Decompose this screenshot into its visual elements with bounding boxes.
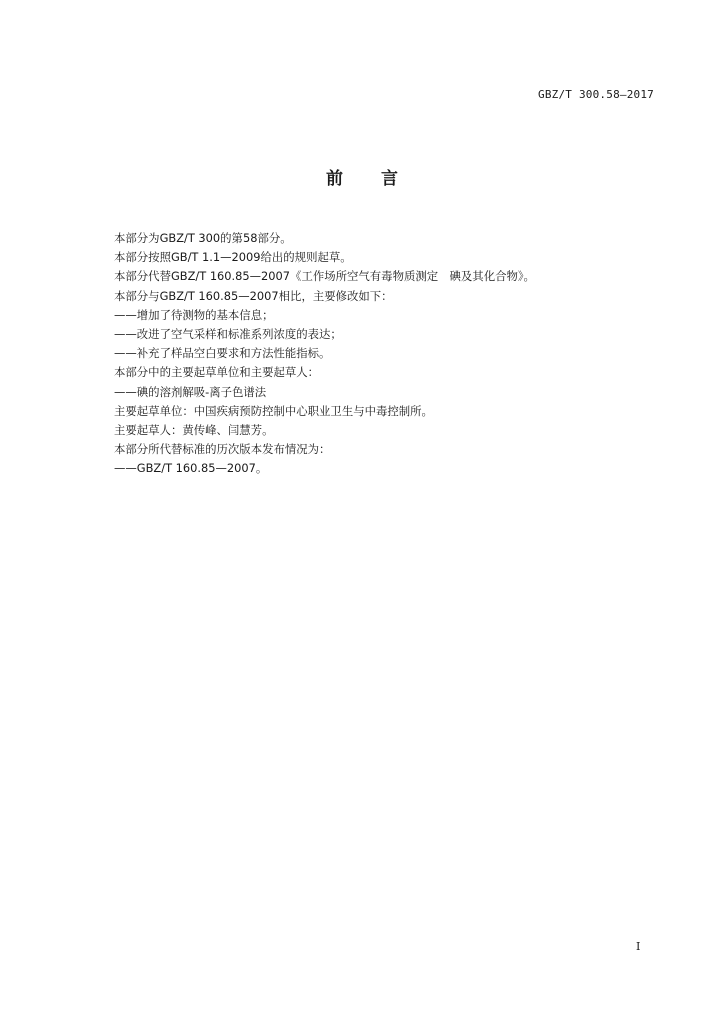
foreword-line-change-1: ——增加了待测物的基本信息； xyxy=(114,307,274,322)
foreword-line-replaces: 本部分代替GBZ/T 160.85—2007《工作场所空气有毒物质测定 碘及其化合物》。 xyxy=(114,269,535,284)
foreword-line-drafters-intro: 本部分中的主要起草单位和主要起草人： xyxy=(114,365,320,380)
foreword-line-drafting-units: 主要起草单位：中国疾病预防控制中心职业卫生与中毒控制所。 xyxy=(114,403,433,418)
foreword-line-drafting-rules: 本部分按照GB/T 1.1—2009给出的规则起草。 xyxy=(114,250,352,265)
foreword-line-change-3: ——补充了样品空白要求和方法性能指标。 xyxy=(114,346,331,361)
foreword-line-part-number: 本部分为GBZ/T 300的第58部分。 xyxy=(114,231,292,245)
foreword-line-history-1: ——GBZ/T 160.85—2007。 xyxy=(114,461,268,476)
foreword-line-method: ——碘的溶剂解吸-离子色谱法 xyxy=(114,384,267,399)
foreword-body xyxy=(114,229,674,478)
standard-code: GBZ/T 300.58—2017 xyxy=(538,88,654,101)
title-char-1: 前 xyxy=(326,169,343,189)
page-number: I xyxy=(636,940,641,953)
title-char-2: 言 xyxy=(381,169,398,189)
foreword-line-history-intro: 本部分所代替标准的历次版本发布情况为： xyxy=(114,442,331,457)
foreword-line-change-2: ——改进了空气采样和标准系列浓度的表达； xyxy=(114,326,342,341)
foreword-line-changes-intro: 本部分与GBZ/T 160.85—2007相比，主要修改如下： xyxy=(114,288,393,303)
page-title xyxy=(0,164,724,189)
foreword-line-drafters: 主要起草人：黄传峰、闫慧芳。 xyxy=(114,422,274,437)
